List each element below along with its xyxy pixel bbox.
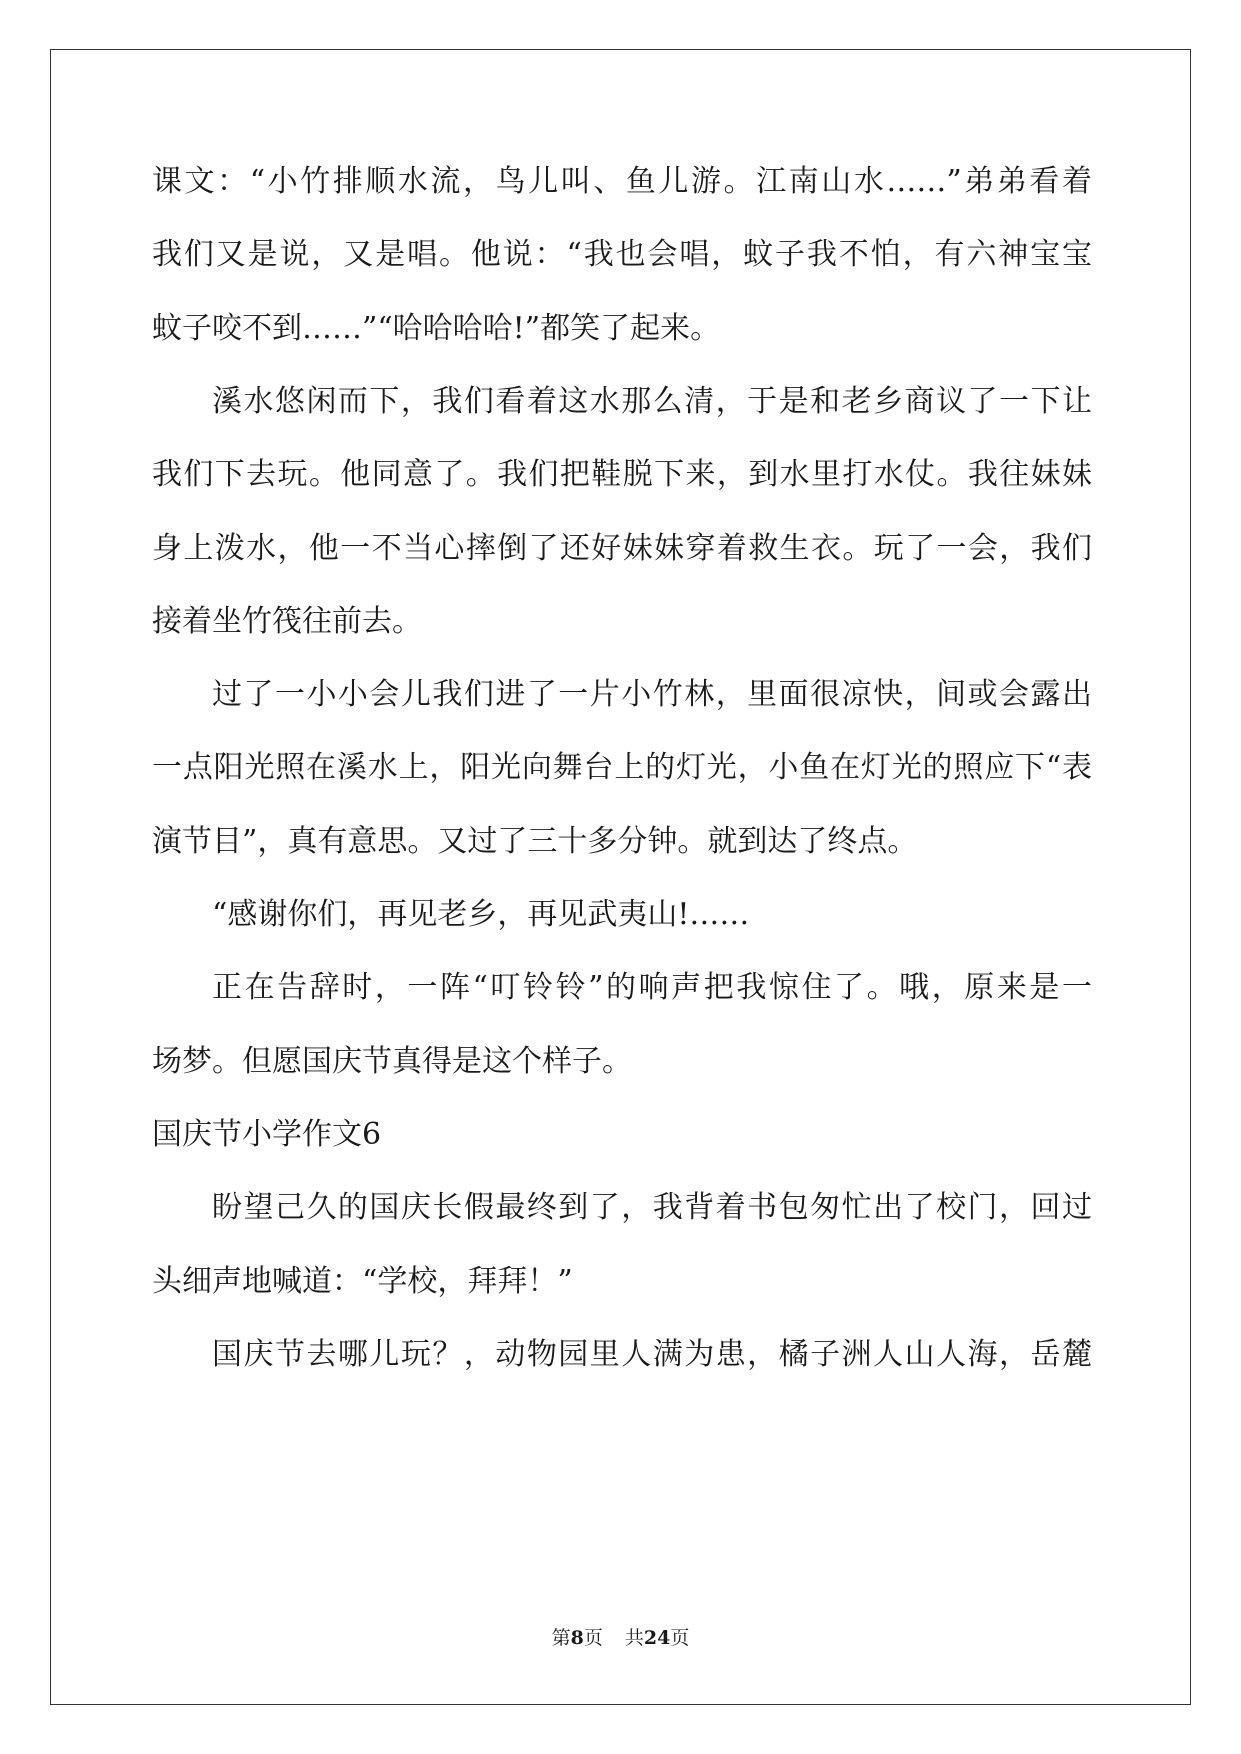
page-suffix: 页: [583, 1627, 603, 1649]
page-border: [50, 49, 1191, 1705]
text-line: 国庆节去哪儿玩？，动物园里人满为患，橘子洲人山人海，岳麓: [212, 1336, 1092, 1372]
total-prefix: 共: [624, 1627, 644, 1649]
text-line: 国庆节小学作文6: [152, 1116, 382, 1152]
text-line: 我们下去玩。他同意了。我们把鞋脱下来，到水里打水仗。我往妹妹: [152, 457, 1092, 493]
text-line: 溪水悠闲而下，我们看着这水那么清，于是和老乡商议了一下让: [212, 383, 1092, 419]
page-prefix: 第: [551, 1627, 571, 1649]
text-line: 一点阳光照在溪水上，阳光向舞台上的灯光，小鱼在灯光的照应下“表: [152, 750, 1092, 786]
page-current: 8: [570, 1627, 584, 1649]
text-line: 接着坐竹筏往前去。: [152, 603, 422, 639]
text-line: 身上泼水，他一不当心摔倒了还好妹妹穿着救生衣。玩了一会，我们: [152, 530, 1092, 566]
total-suffix: 页: [670, 1627, 690, 1649]
text-line: 头细声地喊道：“学校，拜拜！”: [152, 1263, 573, 1299]
text-line: 场梦。但愿国庆节真得是这个样子。: [152, 1043, 632, 1079]
text-line: 正在告辞时，一阵“叮铃铃”的响声把我惊住了。哦，原来是一: [212, 970, 1092, 1006]
text-line: 我们又是说，又是唱。他说：“我也会唱，蚊子我不怕，有六神宝宝: [152, 237, 1092, 273]
page-total: 24: [643, 1627, 671, 1649]
text-line: 盼望己久的国庆长假最终到了，我背着书包匆忙出了校门，回过: [212, 1190, 1092, 1226]
text-line: 过了一小小会儿我们进了一片小竹林，里面很凉快，间或会露出: [212, 677, 1092, 713]
page-footer: [0, 1626, 1241, 1650]
text-line: 课文：“小竹排顺水流，鸟儿叫、鱼儿游。江南山水……”弟弟看着: [152, 164, 1092, 199]
text-line: 蚊子咬不到……”“哈哈哈哈!”都笑了起来。: [152, 310, 721, 346]
text-line: 演节目”，真有意思。又过了三十多分钟。就到达了终点。: [152, 823, 918, 859]
text-line: “感谢你们，再见老乡，再见武夷山!……: [212, 897, 750, 932]
